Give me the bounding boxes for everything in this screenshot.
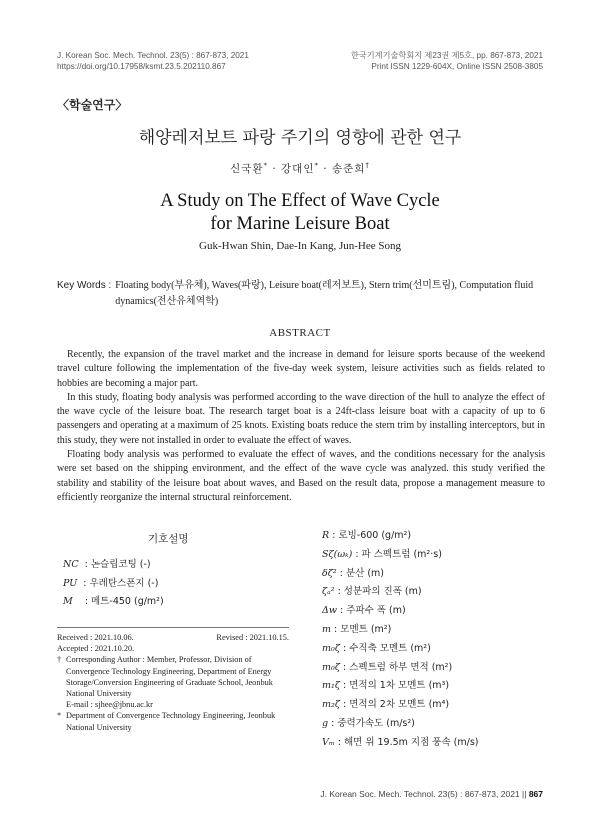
author-2-mark: * [314, 161, 319, 170]
abstract-paragraph: In this study, floating body analysis was performed according to the wave direction of the hull to analyze the effect of the wave cycle of the leisure boat. The research target boat is a 24ft-class leisure boat with a capacity of up to 6 passengers and operating at a maximum of 25 knots. Existing boats reduce the stern trim by installing interceptors, but in this study, they were not installed in order to evaluate the effect of waves. [57, 391, 545, 446]
symbol: m₁ζ [322, 680, 340, 692]
revised-date: Revised : 2021.10.15. [216, 633, 289, 642]
corresponding-author-text: Corresponding Author : Member, Professor, Division of Convergence Technology Engineering, Department of Energy Storage/Conversion Engineering of Graduate School, Jeonbuk National University [66, 655, 273, 699]
author-sep: · [318, 163, 332, 175]
journal-citation-ko: 한국기계기술학회지 제23권 제5호, pp. 867-873, 2021 [350, 51, 543, 60]
symbol-desc: : 주파수 폭 (m) [340, 605, 406, 617]
author-sep: · [268, 163, 282, 175]
nomenclature-row [63, 575, 164, 594]
nomenclature-left [63, 556, 164, 612]
symbol: Δw [322, 605, 337, 617]
footnotes [57, 632, 289, 733]
author-3: 송준희 [331, 163, 366, 175]
page-number: 867 [528, 789, 543, 799]
nomenclature-row [322, 696, 479, 715]
symbol: R [322, 530, 330, 541]
symbol-desc: : 성분파의 진폭 (m) [337, 586, 422, 598]
symbol-desc: : 면적의 1차 모멘트 (m³) [343, 680, 450, 692]
symbol: PU [63, 577, 78, 589]
page-footer [320, 789, 543, 799]
affiliation-note [57, 710, 289, 732]
symbol-desc: : 파 스펙트럼 (m²·s) [355, 548, 442, 560]
title-english-line-1: A Study on The Effect of Wave Cycle [160, 191, 440, 211]
symbol-desc: : 논슬립코팅 (-) [84, 559, 151, 570]
nomenclature-row [322, 583, 479, 602]
authors-english: Guk-Hwan Shin, Dae-In Kang, Jun-Hee Song [199, 240, 401, 252]
nomenclature-row [322, 734, 479, 753]
symbol-desc: : 면적의 2차 모멘트 (m⁴) [343, 699, 450, 711]
authors-korean [0, 161, 600, 176]
author-1-mark: * [263, 161, 269, 170]
abstract-body [57, 348, 545, 505]
symbol-desc: : 우레탄스폰지 (-) [83, 577, 159, 589]
symbol-desc: : 메트-450 (g/m²) [84, 596, 164, 607]
nomenclature-row [63, 556, 164, 575]
nomenclature-row [322, 546, 479, 565]
keywords-label: Key Words : [57, 280, 112, 291]
corresponding-author-note [57, 654, 289, 699]
symbol-desc: : 모멘트 (m²) [334, 623, 392, 635]
nomenclature-row [322, 677, 479, 696]
symbol: M [63, 596, 73, 607]
nomenclature-right [322, 527, 479, 753]
author-3-mark: † [365, 161, 370, 170]
symbol: m₀ζ [322, 661, 340, 673]
title-korean: 해양레저보트 파랑 주기의 영향에 관한 연구 [138, 128, 462, 148]
footnote-divider [57, 627, 289, 628]
running-header-right [351, 50, 543, 72]
symbol: m [322, 623, 332, 635]
nomenclature-row [322, 659, 479, 678]
nomenclature-row [322, 640, 479, 659]
received-revised-line [57, 632, 289, 643]
journal-citation: J. Korean Soc. Mech. Technol. 23(5) : 867-873, 2021 [57, 51, 249, 60]
symbol: Sζ(ωₖ) [322, 548, 353, 560]
author-1: 신국환 [230, 163, 264, 175]
footer-citation: J. Korean Soc. Mech. Technol. 23(5) : 867-873, 2021 || [320, 789, 527, 799]
symbol-desc: : 분산 (m) [339, 567, 384, 579]
symbol-desc: : 스펙트럼 하부 면적 (m²) [343, 661, 453, 673]
symbol: Vₘ [322, 736, 335, 748]
symbol: NC [63, 559, 79, 570]
symbol-desc: : 해면 위 19.5m 지점 풍속 (m/s) [337, 736, 479, 748]
doi-link[interactable]: https://doi.org/10.17958/ksmt.23.5.202110.867 [57, 62, 226, 71]
symbol: g [322, 717, 329, 729]
title-english-line-2: for Marine Leisure Boat [210, 214, 390, 234]
running-header-left [57, 50, 249, 72]
nomenclature-row [322, 621, 479, 640]
nomenclature-row [322, 565, 479, 584]
keywords-text: Floating body(부유체), Waves(파랑), Leisure boat(레저보트), Stern trim(선미트림), Computation fluid dynamics(전산유체역학) [115, 280, 534, 307]
affiliation-text: Department of Convergence Technology Engineering, Jeonbuk National University [66, 711, 276, 732]
nomenclature-row [322, 715, 479, 734]
nomenclature-row [322, 602, 479, 621]
nomenclature-row [63, 593, 164, 612]
symbol-desc: : 중력가속도 (m/s²) [331, 717, 415, 729]
nomenclature-heading: 기호설명 [148, 533, 189, 545]
issn-line: Print ISSN 1229-604X, Online ISSN 2508-3805 [371, 62, 543, 71]
asterisk-mark: * [57, 711, 62, 721]
symbol: δζ² [322, 567, 337, 579]
symbol: m₂ζ [322, 699, 340, 711]
title-english [0, 190, 600, 236]
symbol: m₀ζ [322, 642, 340, 654]
email-line[interactable]: E-mail : sjhee@jbnu.ac.kr [66, 700, 153, 710]
dagger-mark: † [57, 655, 62, 665]
abstract-paragraph: Recently, the expansion of the travel market and the increase in demand for leisure sports because of the weekend travel culture following the implementation of the five-day week system, leisure activities such as fields related to hobbies are becoming a major part. [57, 349, 545, 389]
symbol-desc: : 수직축 모멘트 (m²) [343, 642, 431, 654]
accepted-date: Accepted : 2021.10.20. [57, 644, 135, 654]
article-category: 〈학술연구〉 [57, 98, 128, 112]
abstract-heading: ABSTRACT [269, 327, 331, 339]
symbol-desc: : 로빙-600 (g/m²) [332, 530, 412, 541]
symbol: ζₐ² [322, 586, 335, 598]
author-2: 강대인 [281, 163, 315, 175]
received-date: Received : 2021.10.06. [57, 633, 134, 642]
keywords [57, 278, 547, 310]
nomenclature-row [322, 527, 479, 546]
abstract-paragraph: Floating body analysis was performed to evaluate the effect of waves, and the conditions necessary for the analysis were set based on the shipping environment, and the effect of the wave cycle was analyzed. this study verified the stability and stability of the leisure boat about waves, and Based on the result data, propose a management measure to efficiently reorganize the internal structural reinforcement. [57, 449, 545, 503]
